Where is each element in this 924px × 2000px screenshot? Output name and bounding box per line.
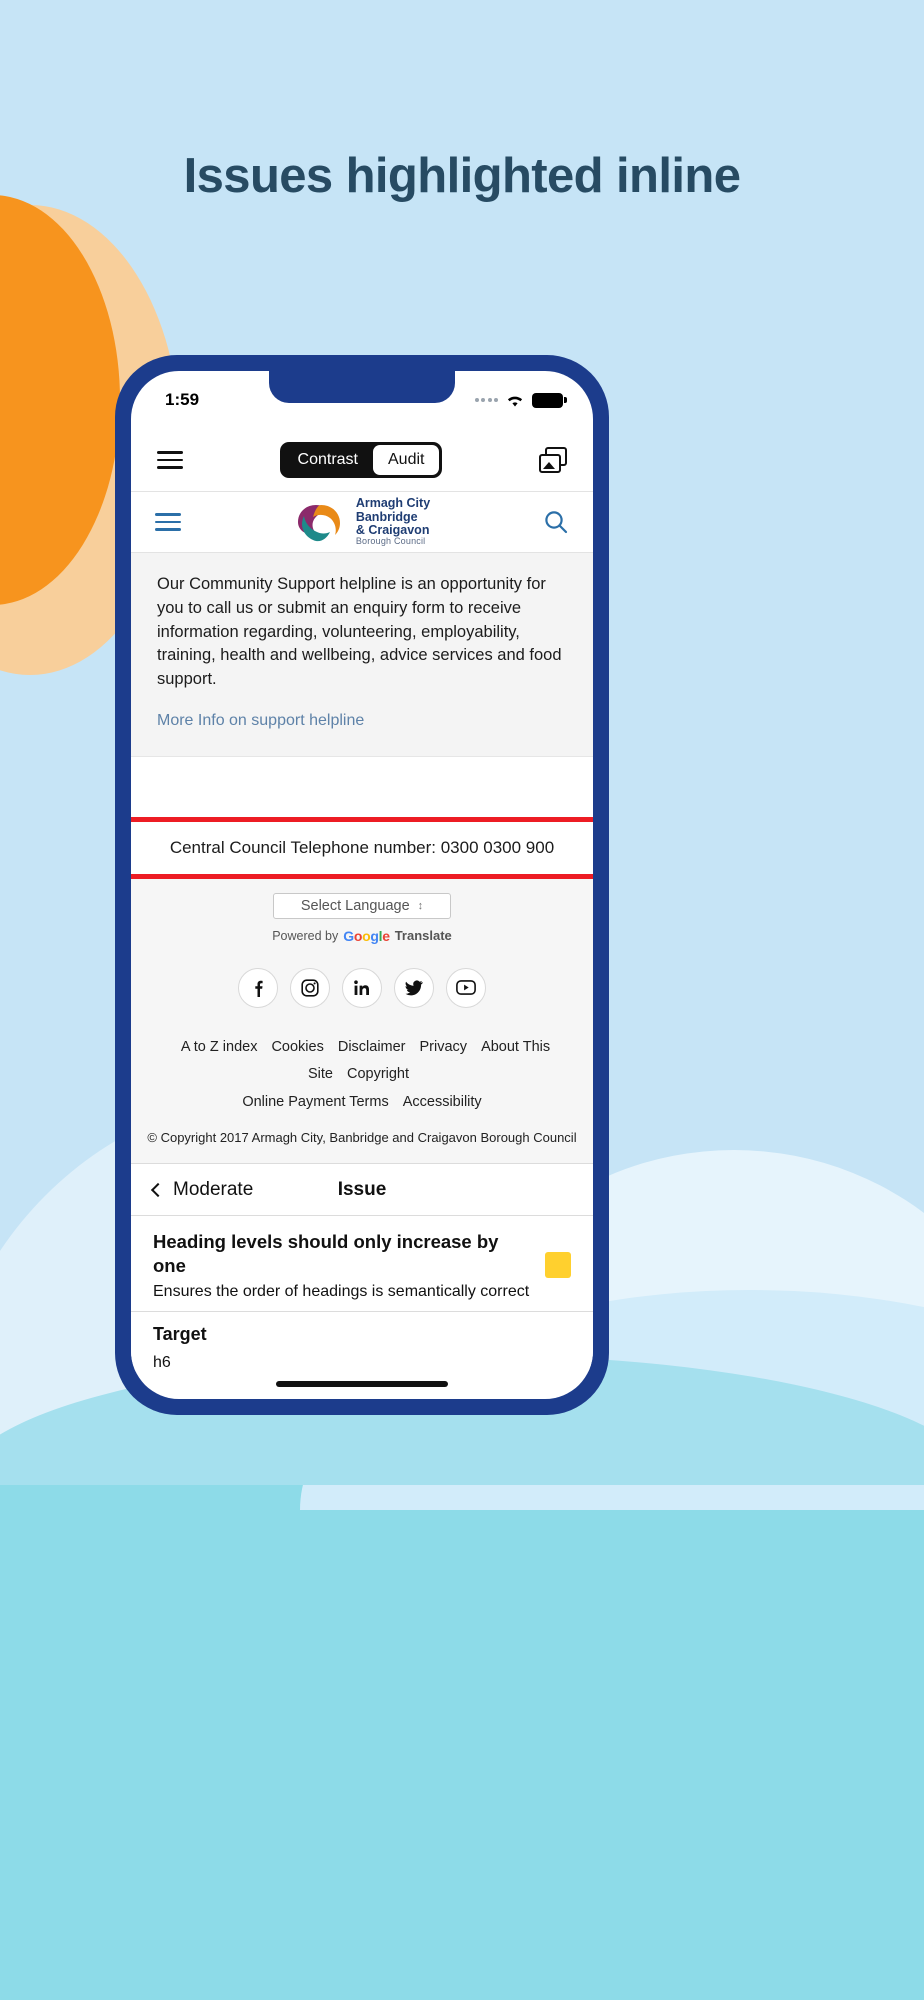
status-time: 1:59 <box>165 390 200 409</box>
footer-link-copyright[interactable]: Copyright <box>346 1066 410 1083</box>
home-indicator <box>276 1381 448 1387</box>
council-telephone-band: Central Council Telephone number: 0300 0300 900 <box>131 817 593 879</box>
battery-icon <box>532 393 563 408</box>
tab-audit[interactable]: Audit <box>373 445 439 475</box>
target-label: Target <box>153 1323 207 1344</box>
view-mode-segmented-control[interactable] <box>280 442 443 478</box>
powered-by-label: Powered by <box>272 928 339 943</box>
site-logo[interactable] <box>294 497 430 546</box>
linkedin-icon[interactable] <box>342 968 382 1008</box>
issue-panel-header <box>131 1164 593 1216</box>
wifi-icon <box>505 393 525 408</box>
hamburger-menu-icon[interactable] <box>157 451 183 469</box>
instagram-icon[interactable] <box>290 968 330 1008</box>
issue-panel-title: Issue <box>337 1178 387 1200</box>
powered-by-google-translate <box>131 928 593 944</box>
site-footer <box>131 879 593 1164</box>
issue-description: Ensures the order of headings is semantically correct <box>153 1282 530 1300</box>
issue-panel <box>131 1163 593 1371</box>
footer-link-accessibility[interactable]: Accessibility <box>402 1093 482 1110</box>
language-select[interactable] <box>273 893 451 919</box>
footer-link-cookies[interactable]: Cookies <box>271 1038 324 1055</box>
footer-link-a-to-z[interactable]: A to Z index <box>180 1038 258 1055</box>
phone-mockup <box>115 355 609 1415</box>
google-logo: Google <box>343 927 390 944</box>
footer-links <box>131 1034 593 1117</box>
signal-dots-icon <box>475 398 499 402</box>
support-paragraph: Our Community Support helpline is an opportunity for you to call us or submit an enquiry form to receive information regarding, volunteering, employability, training, health and wellbeing, advice services and food support. <box>157 575 562 688</box>
brand-line-3: & Craigavon <box>355 522 430 537</box>
footer-link-privacy[interactable]: Privacy <box>419 1038 468 1055</box>
photos-library-icon[interactable] <box>539 447 567 473</box>
target-value: h6 <box>153 1353 171 1371</box>
issue-heading: Heading levels should only increase by one <box>153 1231 499 1276</box>
brand-line-1: Armagh City <box>355 496 431 511</box>
chevron-updown-icon: ↕ <box>417 899 424 912</box>
footer-links-row-2 <box>131 1089 593 1117</box>
issue-summary <box>131 1216 593 1311</box>
footer-link-about[interactable]: About This Site <box>307 1038 551 1083</box>
support-helpline-link[interactable]: More Info on support helpline <box>157 711 365 729</box>
site-logo-text <box>356 497 430 546</box>
language-select-value: Select Language <box>300 897 410 914</box>
chevron-left-icon <box>151 1183 165 1197</box>
page-content <box>131 553 593 1163</box>
site-header <box>131 491 593 553</box>
facebook-icon[interactable] <box>238 968 278 1008</box>
social-links <box>131 968 593 1008</box>
severity-badge <box>545 1252 571 1278</box>
twitter-icon[interactable] <box>394 968 434 1008</box>
phone-notch <box>269 371 455 403</box>
council-logo-icon <box>294 502 348 542</box>
page-title: Issues highlighted inline <box>183 149 741 203</box>
brand-line-2: Banbridge <box>355 509 418 524</box>
tab-contrast[interactable]: Contrast <box>297 451 358 468</box>
footer-copyright: © Copyright 2017 Armagh City, Banbridge and Craigavon Borough Council <box>147 1130 577 1146</box>
issue-target-block <box>131 1312 593 1372</box>
back-button[interactable] <box>153 1179 253 1201</box>
search-icon[interactable] <box>543 509 569 535</box>
content-spacer <box>131 757 593 817</box>
footer-links-row-1 <box>131 1034 593 1089</box>
footer-link-disclaimer[interactable]: Disclaimer <box>337 1038 406 1055</box>
back-button-label: Moderate <box>173 1178 254 1200</box>
app-toolbar <box>131 429 593 491</box>
support-helpline-card <box>131 553 593 757</box>
footer-link-payment-terms[interactable]: Online Payment Terms <box>242 1093 389 1110</box>
youtube-icon[interactable] <box>446 968 486 1008</box>
phone-screen <box>131 371 593 1399</box>
site-menu-icon[interactable] <box>155 513 181 531</box>
translate-label: Translate <box>394 928 452 944</box>
brand-line-4: Borough Council <box>355 536 426 547</box>
